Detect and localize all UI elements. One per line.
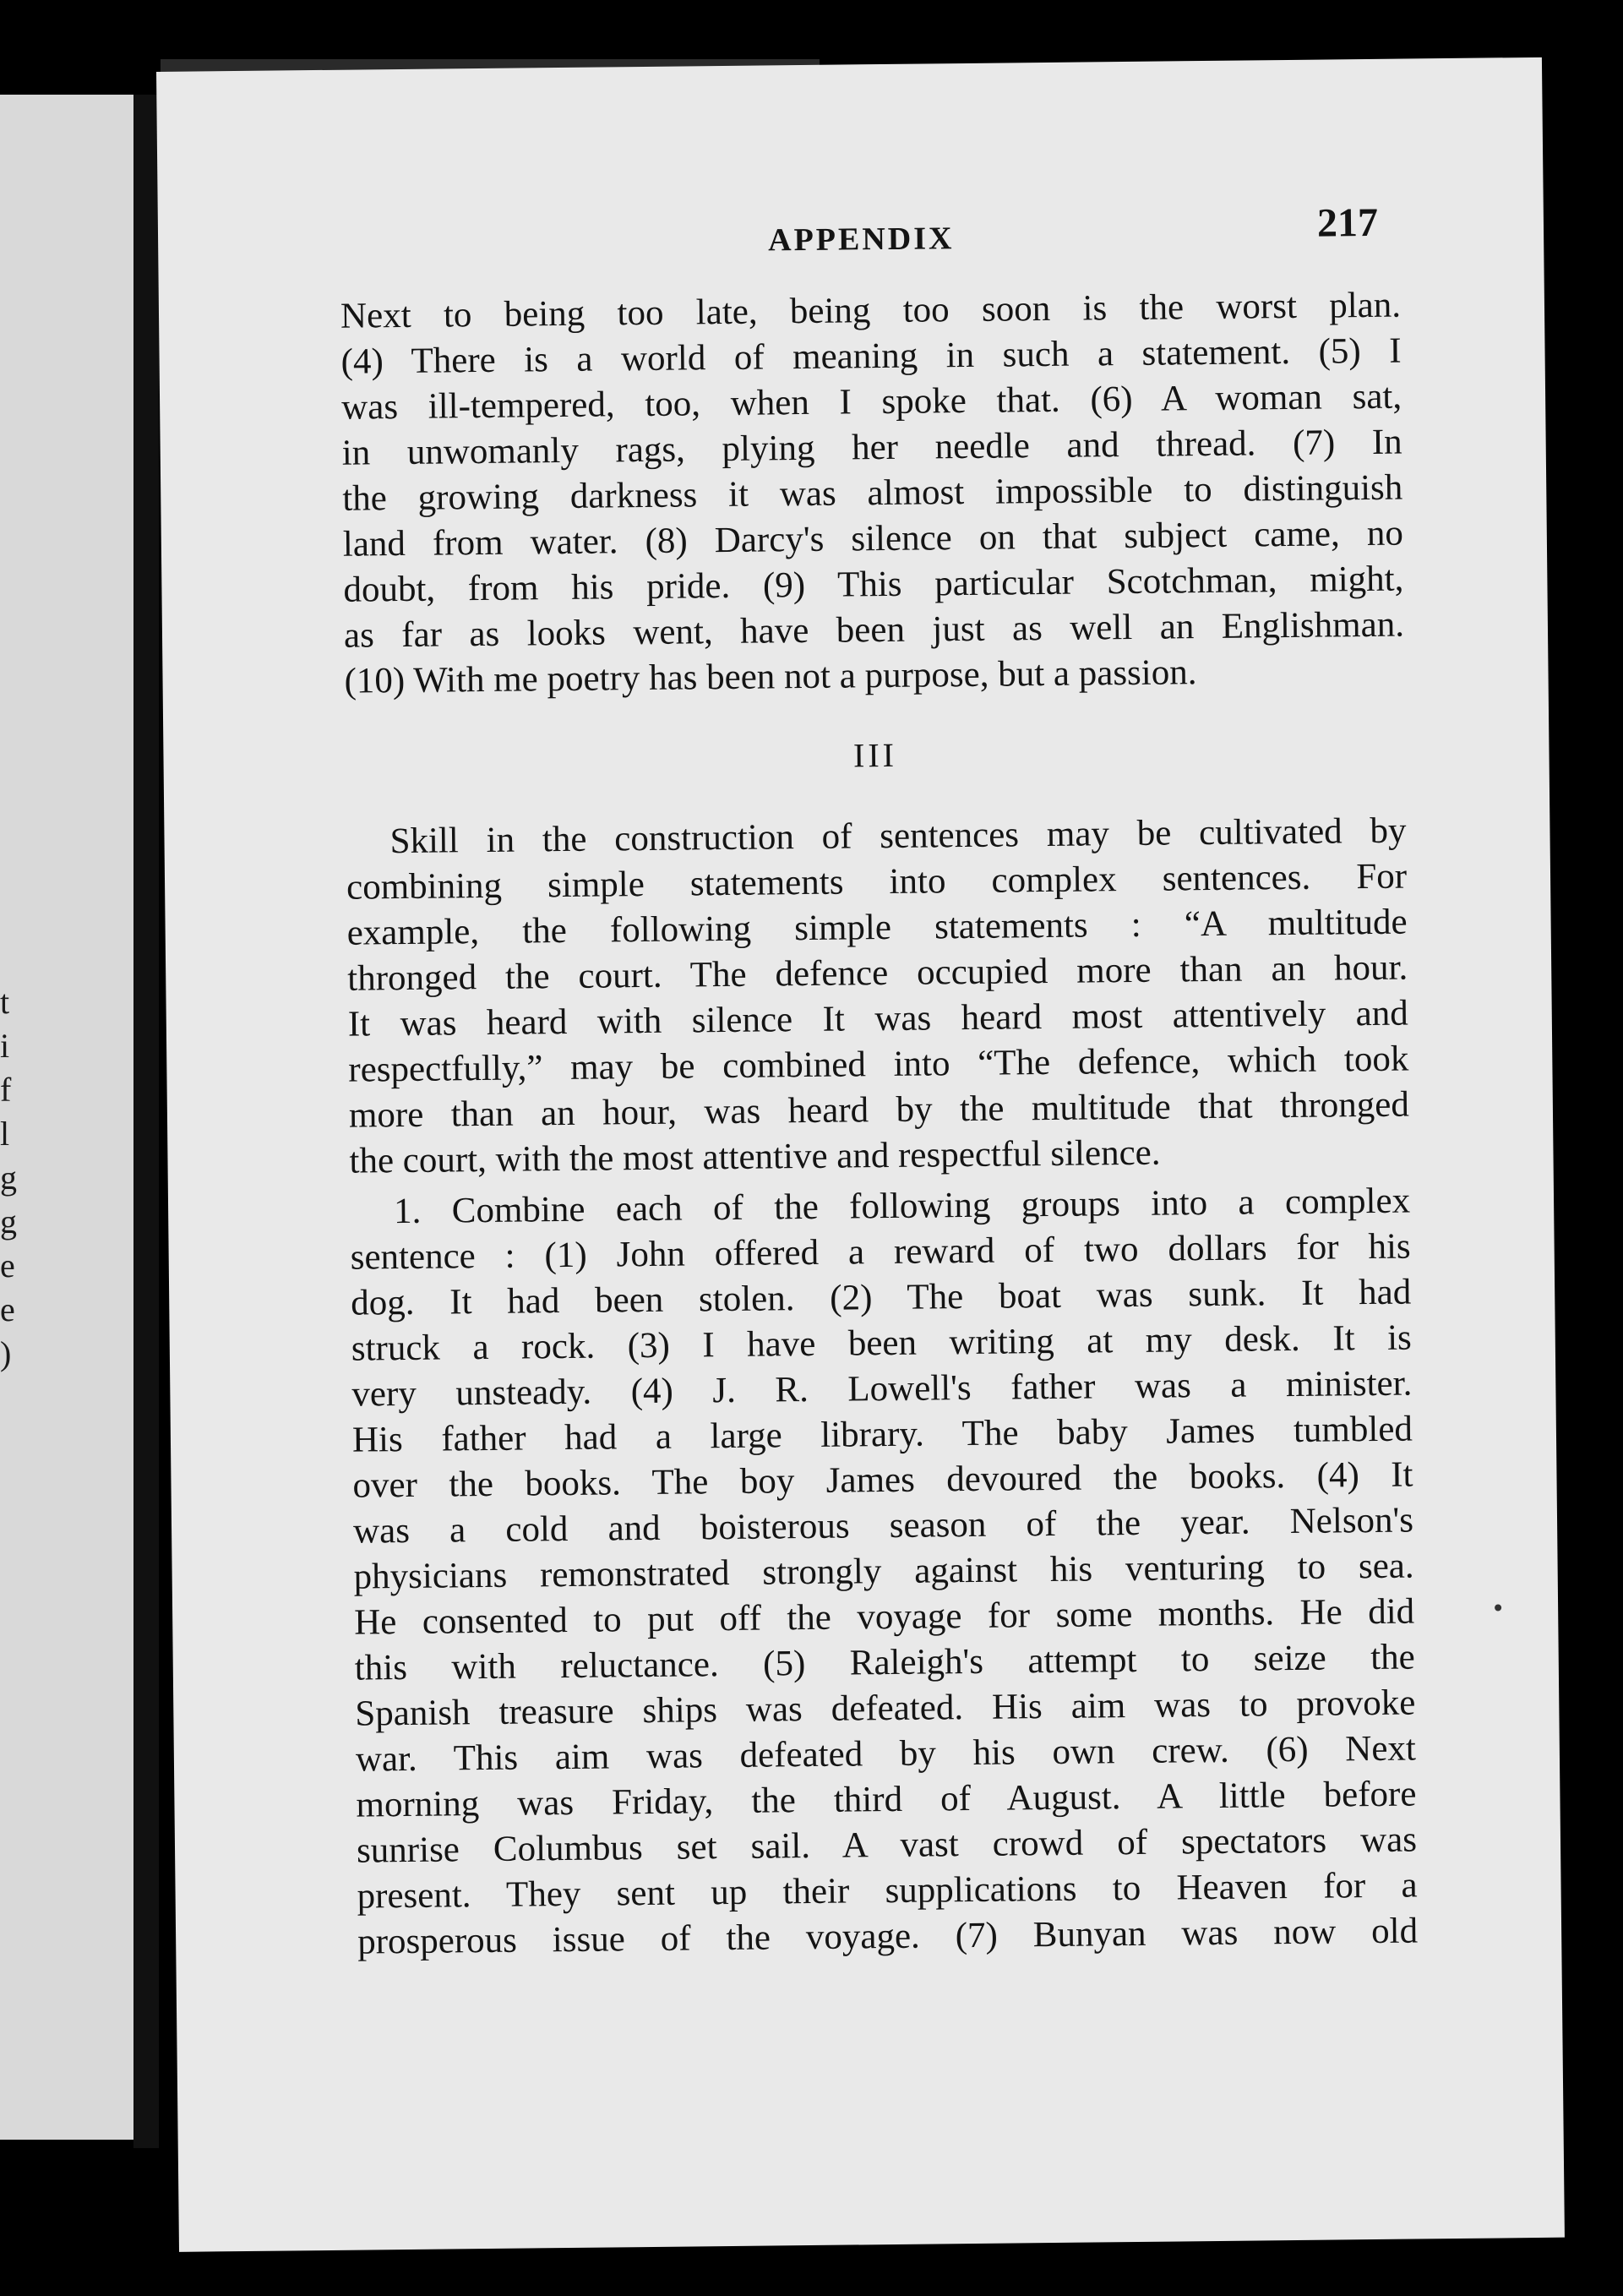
text-line: sunrise Columbus set sail. A vast crowd of spectators was [356, 1819, 1418, 1871]
text-line: war. This aim was defeated by his own crew. (6) Next [355, 1728, 1417, 1780]
left-edge-char: i [0, 1027, 10, 1065]
book-page [156, 57, 1565, 2252]
text-line: sentence : (1) John offered a reward of two dollars for his [350, 1226, 1411, 1278]
paragraph-exercise [350, 1179, 1419, 1966]
text-line: over the books. The boy James devoured the books. (4) It [352, 1454, 1413, 1506]
text-line: struck a rock. (3) I have been writing at my desk. It is [351, 1317, 1413, 1369]
left-edge-char: e [0, 1246, 15, 1284]
text-line: His father had a large library. The baby James tumbled [351, 1409, 1413, 1460]
text-line: the court, with the most attentive and respectful silence. [349, 1132, 1161, 1181]
left-edge-char: f [0, 1071, 12, 1109]
text-line: this with reluctance. (5) Raleigh's attempt to seize the [354, 1637, 1415, 1688]
left-edge-char: t [0, 983, 10, 1021]
text-line: respectfully,” may be combined into “The defence, which took [348, 1039, 1409, 1090]
text-line: Spanish treasure ships was defeated. His aim was to provoke [355, 1682, 1416, 1734]
left-edge-char: l [0, 1115, 10, 1153]
page-speck [1495, 1604, 1501, 1611]
text-line: example, the following simple statements : “A multitude [346, 902, 1408, 953]
text-line: Skill in the construction of sentences may be cultivated by [389, 810, 1407, 862]
text-line: prosperous issue of the voyage. (7) Bunyan was now old [357, 1911, 1419, 1962]
body-text [340, 283, 1419, 1966]
left-page-edge [0, 95, 137, 2140]
text-line: morning was Friday, the third of August. A little before [356, 1774, 1417, 1825]
text-line: the growing darkness it was almost impossible to distinguish [342, 467, 1403, 519]
text-line: was ill-tempered, too, when I spoke that. (6) A woman sat, [340, 376, 1402, 428]
text-line: land from water. (8) Darcy's silence on that subject came, no [342, 513, 1404, 564]
text-line: Next to being too late, being too soon is the worst plan. [340, 285, 1402, 336]
left-edge-char: ) [0, 1334, 12, 1372]
running-head: APPENDIX [767, 221, 955, 259]
left-edge-char: g [0, 1203, 17, 1241]
page-number: 217 [1316, 199, 1379, 246]
left-edge-char: g [0, 1159, 17, 1197]
text-line: (10) With me poetry has been not a purpose, but a passion. [344, 652, 1197, 701]
left-edge-char: e [0, 1290, 15, 1328]
text-line: in unwomanly rags, plying her needle and thread. (7) In [341, 422, 1402, 473]
text-line: dog. It had been stolen. (2) The boat was sunk. It had [351, 1272, 1412, 1323]
text-line: very unsteady. (4) J. R. Lowell's father was a minister. [351, 1363, 1413, 1415]
text-line: It was heard with silence It was heard most attentively and [347, 993, 1408, 1044]
text-line: 1. Combine each of the following groups into a complex [393, 1181, 1411, 1232]
section-heading: III [852, 735, 898, 775]
paragraph-top [340, 283, 1405, 705]
text-line: was a cold and boisterous season of the year. Nelson's [352, 1500, 1414, 1552]
text-line: doubt, from his pride. (9) This particular Scotchman, might, [343, 559, 1404, 610]
text-line: more than an hour, was heard by the multitude that thronged [348, 1084, 1410, 1136]
left-page-cut-letters [0, 980, 17, 1376]
text-line: He consented to put off the voyage for some months. He did [353, 1591, 1415, 1643]
text-line: as far as looks went, have been just as well an Englishman. [343, 604, 1405, 656]
text-line: thronged the court. The defence occupied more than an hour. [347, 947, 1408, 999]
text-line: combining simple statements into complex sentences. For [346, 856, 1408, 908]
text-line: physicians remonstrated strongly against his venturing to sea. [353, 1546, 1414, 1597]
text-line: present. They sent up their supplications to Heaven for a [357, 1865, 1418, 1917]
paragraph-intro [346, 809, 1409, 1185]
book-gutter [133, 95, 159, 2148]
text-line: (4) There is a world of meaning in such a statement. (5) I [340, 330, 1402, 382]
